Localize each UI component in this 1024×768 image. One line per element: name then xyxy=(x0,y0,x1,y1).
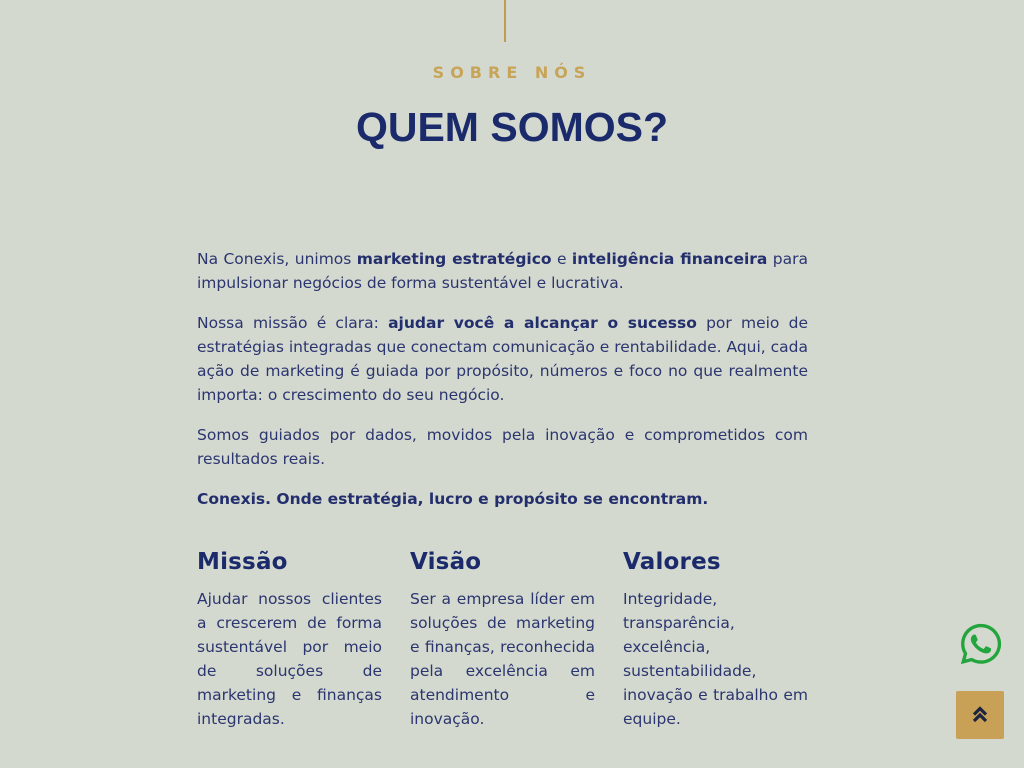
about-content xyxy=(197,247,808,731)
section-divider-line xyxy=(504,0,506,42)
column-title-valores: Valores xyxy=(623,549,721,575)
about-paragraph: Conexis. Onde estratégia, lucro e propósito se encontram. xyxy=(197,490,709,508)
column-text-visao: Ser a empresa líder em soluções de marketing e finanças, reconhecida pela excelência em atendimento e inovação. xyxy=(410,590,595,728)
whatsapp-icon xyxy=(958,652,1004,671)
scroll-to-top-button[interactable] xyxy=(956,691,1004,739)
column-text-missao: Ajudar nossos clientes a crescerem de forma sustentável por meio de soluções de marketing e finanças integradas. xyxy=(197,590,382,728)
about-paragraph: Somos guiados por dados, movidos pela inovação e comprometidos com resultados reais. xyxy=(197,426,808,468)
column-text-valores: Integridade, transparência, excelência, sustentabilidade, inovação e trabalho em equipe. xyxy=(623,590,808,728)
whatsapp-button[interactable] xyxy=(958,621,1004,667)
column-valores xyxy=(623,549,808,731)
angles-up-icon xyxy=(969,703,991,728)
about-paragraphs xyxy=(197,247,808,511)
page-title: QUEM SOMOS? xyxy=(355,104,669,150)
column-missao xyxy=(197,549,382,731)
about-paragraph: Na Conexis, unimos marketing estratégico e inteligência financeira para impulsionar negócios de forma sustentável e lucrativa. xyxy=(197,250,808,292)
about-columns xyxy=(197,549,808,731)
column-title-missao: Missão xyxy=(197,549,288,575)
column-visao xyxy=(410,549,595,731)
about-paragraph: Nossa missão é clara: ajudar você a alcançar o sucesso por meio de estratégias integradas que conectam comunicação e rentabilidade. Aqui, cada ação de marketing é guiada por propósito, números e foco no que realmente importa: o crescimento do seu negócio. xyxy=(197,314,809,404)
column-title-visao: Visão xyxy=(410,549,482,575)
section-eyebrow: SOBRE NÓS xyxy=(432,63,592,82)
